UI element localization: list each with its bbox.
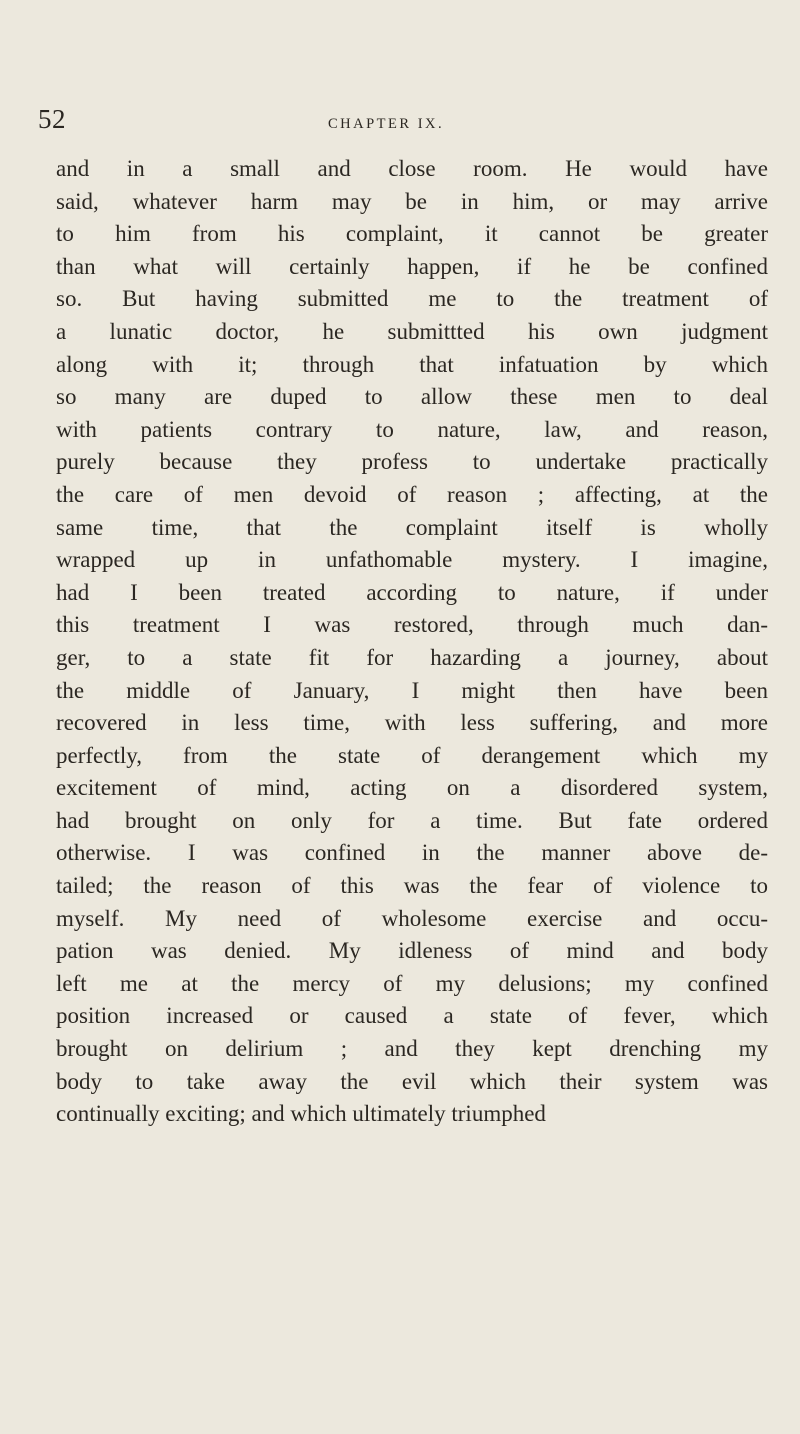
text-line: recovered in less time, with less suffering, and more bbox=[56, 710, 768, 736]
text-line: otherwise. I was confined in the manner above de- bbox=[56, 840, 768, 866]
text-line: same time, that the complaint itself is wholly bbox=[56, 514, 768, 540]
text-line: perfectly, from the state of derangement which my bbox=[56, 742, 768, 768]
text-line: so. But having submitted me to the treatment of bbox=[56, 286, 768, 312]
text-line: to him from his complaint, it cannot be greater bbox=[56, 221, 768, 247]
text-line: pation was denied. My idleness of mind and body bbox=[56, 938, 768, 964]
text-line: body to take away the evil which their system was bbox=[56, 1068, 768, 1094]
text-line: continually exciting; and which ultimately triumphed bbox=[56, 1101, 546, 1127]
text-line: excitement of mind, acting on a disordered system, bbox=[56, 775, 768, 801]
page-number: 52 bbox=[38, 104, 66, 134]
text-line: had brought on only for a time. But fate ordered bbox=[56, 807, 768, 833]
text-line: so many are duped to allow these men to deal bbox=[56, 384, 768, 410]
text-line: with patients contrary to nature, law, and reason, bbox=[56, 416, 768, 442]
text-line: the middle of January, I might then have been bbox=[56, 677, 768, 703]
text-line: position increased or caused a state of fever, which bbox=[56, 1003, 768, 1029]
text-line: along with it; through that infatuation by which bbox=[56, 351, 768, 377]
text-line: this treatment I was restored, through much dan- bbox=[56, 612, 768, 638]
text-line: myself. My need of wholesome exercise and occu- bbox=[56, 905, 768, 931]
text-line: had I been treated according to nature, if under bbox=[56, 579, 768, 605]
text-line: than what will certainly happen, if he be confined bbox=[56, 253, 768, 279]
running-head: CHAPTER IX. bbox=[328, 116, 445, 132]
text-line: left me at the mercy of my delusions; my confined bbox=[56, 970, 768, 996]
text-line: said, whatever harm may be in him, or may arrive bbox=[56, 188, 768, 214]
text-line: a lunatic doctor, he submittted his own judgment bbox=[56, 318, 768, 344]
text-line: brought on delirium ; and they kept drenching my bbox=[56, 1036, 768, 1062]
text-line: tailed; the reason of this was the fear of violence to bbox=[56, 873, 768, 899]
text-line: wrapped up in unfathomable mystery. I imagine, bbox=[56, 547, 768, 573]
text-line: purely because they profess to undertake practically bbox=[56, 449, 768, 475]
body-text bbox=[56, 153, 768, 1131]
text-line: ger, to a state fit for hazarding a journey, about bbox=[56, 644, 768, 670]
text-line: the care of men devoid of reason ; affecting, at the bbox=[56, 481, 768, 507]
text-line: and in a small and close room. He would have bbox=[56, 156, 768, 181]
